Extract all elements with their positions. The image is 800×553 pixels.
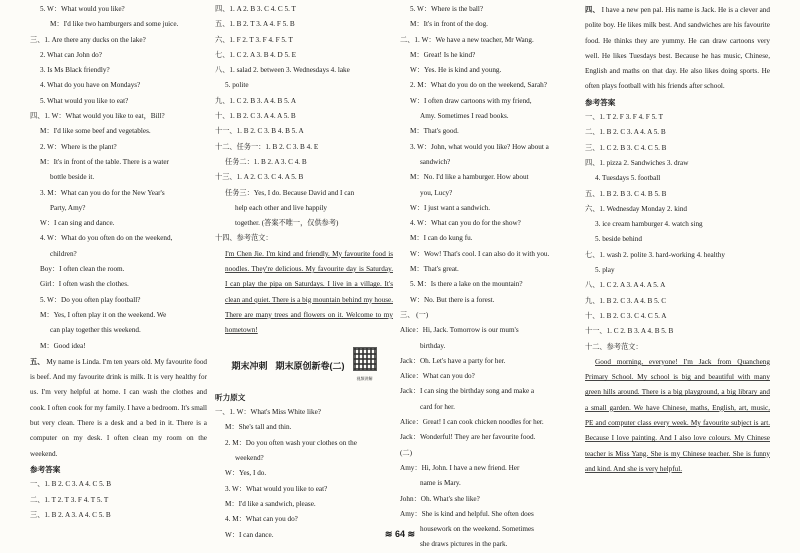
text-line: Alice：What can you do? — [400, 372, 475, 381]
paragraph — [30, 354, 207, 462]
page-number: 64 — [394, 529, 405, 539]
text-line: Amy：She is kind and helpful. She often does — [400, 509, 534, 518]
text-line: 3. ice cream hamburger 4. watch sing — [595, 220, 703, 229]
text-line: 3. M：What can you do for the New Year's — [40, 188, 165, 197]
text-line: 五、1. B 2. B 3. C 4. B 5. B — [585, 189, 667, 198]
text-line: W：No. But there is a forest. — [410, 295, 495, 304]
text-line: 四、1. A 2. B 3. C 4. C 5. T — [215, 5, 296, 13]
text-line: W：I can dance. — [225, 530, 274, 539]
essay: Good morning, everyone! I'm Jack from Quancheng Primary School. My school is big and beautiful with many green hills around. There is a big playground, a big library and a small garden. We have Chinese, maths, English, art, music, PE and computer class every week. My favourite subject is art. Because I love painting. And I also love colours. My Chinese teacher is Miss Yang. She is my Chinese teacher. She is funny and kind. And she is very helpful. — [585, 357, 770, 473]
text-line: 十二、任务一：1. B 2. C 3. B 4. E — [215, 142, 319, 151]
column-1 — [30, 2, 207, 523]
text-line: Party, Amy? — [50, 203, 86, 212]
text-line: 三、1. C 2. B 3. C 4. C 5. B — [585, 143, 667, 152]
exam-heading — [215, 347, 393, 386]
text-line: 任务二：1. B 2. A 3. C 4. B — [225, 157, 307, 166]
text-line: M：Yes, I often play it on the weekend. We — [40, 310, 167, 319]
text-line: 5. polite — [225, 81, 249, 90]
text-line: M：She's tall and thin. — [225, 423, 292, 432]
text-line: card for her. — [420, 402, 455, 411]
text-line: 四、1. W：What would you like to eat，Bill? — [30, 112, 165, 121]
text-line: (二) — [400, 448, 412, 457]
text-line: Girl：I often wash the clothes. — [40, 280, 129, 289]
text-line: 六、1. F 2. T 3. F 4. F 5. T — [215, 35, 293, 44]
text-line: help each other and live happily — [235, 203, 328, 212]
text-line: 十四、参考范文： — [215, 234, 273, 243]
text-line: 六、1. Wednesday Monday 2. kind — [585, 204, 688, 213]
text-line: 5. W：What would you like? — [40, 5, 125, 13]
text-line: M：That's good. — [410, 127, 459, 136]
exam-left-title: 期末冲刺 — [231, 360, 268, 371]
text-line: 二、1. B 2. C 3. A 4. A 5. B — [585, 128, 666, 137]
text-line: she draws pictures in the park. — [420, 540, 508, 549]
text-line: 七、1. wash 2. polite 3. hard-working 4. healthy — [585, 250, 725, 259]
listening-lines — [30, 2, 207, 354]
text-line: 4. W：What can you do for the show? — [410, 219, 521, 228]
text-line: can play together this weekend. — [50, 326, 141, 335]
section-number: 五、 — [30, 356, 45, 366]
text-line: 5. beside behind — [595, 235, 642, 244]
text-line: children? — [50, 249, 77, 258]
text-line: bottle beside it. — [50, 173, 95, 182]
text-line: 2. W：Where is the plant? — [40, 142, 117, 151]
text-line: 十二、参考范文： — [585, 342, 643, 351]
paragraph-text: I have a new pen pal. His name is Jack. He is a clever and polite boy. He likes milk best. And sandwiches are his favourite food. He thinks they are yummy. He can draw cartoons very well. He likes Tuesdays best. Because he has music, Chinese, English and maths on that day. He also likes doing sports. He often plays football with his friends after school. — [585, 6, 770, 91]
text-line: 5. What would you like to eat? — [40, 96, 129, 105]
answers-title: 参考答案 — [30, 464, 61, 474]
text-line: 四、1. pizza 2. Sandwiches 3. draw — [585, 158, 689, 167]
text-line: 2. M：Do you often wash your clothes on the — [225, 438, 357, 447]
text-line: Amy：Hi, John. I have a new friend. Her — [400, 463, 520, 472]
qr-code[interactable] — [353, 347, 377, 386]
text-line: 八、1. C 2. A 3. A 4. A 5. A — [585, 281, 666, 290]
qr-caption: 视频讲解 — [356, 375, 373, 381]
text-line: 4. W：What do you often do on the weekend, — [40, 234, 173, 243]
text-line: M：I can do kung fu. — [410, 234, 473, 243]
column-3 — [400, 2, 578, 549]
text-line: Jack：Oh. Let's have a party for her. — [400, 356, 506, 365]
text-line: W：I often draw cartoons with my friend, — [410, 96, 532, 105]
answer-line: 一、1. B 2. C 3. A 4. C 5. B — [30, 480, 112, 489]
qr-icon — [353, 347, 377, 371]
text-line: M：I'd like two hamburgers and some juice. — [50, 20, 179, 29]
text-line: 3. W：John, what would you like? How about a — [410, 142, 549, 151]
text-line: Alice：Hi, Jack. Tomorrow is our mum's — [400, 326, 519, 335]
text-line: 九、1. C 2. B 3. A 4. B 5. A — [215, 96, 297, 105]
text-line: 二、1. W：We have a new teacher, Mr Wang. — [400, 35, 534, 44]
paragraph — [585, 2, 770, 95]
text-line: 4. What do you have on Mondays? — [40, 81, 141, 90]
answer-line: 三、1. B 2. A 3. A 4. C 5. B — [30, 510, 111, 519]
column-4 — [585, 2, 770, 523]
text-line: 4. M：What can you do? — [225, 515, 298, 524]
text-line: birthday. — [420, 341, 446, 350]
essay: I'm Chen Jie. I'm kind and friendly. My favourite food is noodles. They're delicious. My favourite day is Saturday. I can play the pipa on Saturdays. I live in a village. It's clean and quiet. There is a big mountain behind my house. There are many trees and flowers on it. Welcome to my hometown! — [225, 249, 393, 335]
text-line: M：Good idea! — [40, 341, 86, 350]
text-line: sandwich? — [420, 157, 451, 166]
text-line: 5. play — [595, 266, 615, 275]
text-line: M：I'd like some beef and vegetables. — [40, 127, 151, 136]
answers-list — [30, 477, 207, 523]
text-line: 十、1. B 2. C 3. A 4. A 5. B — [215, 112, 296, 121]
text-line: W：I just want a sandwich. — [410, 203, 491, 212]
text-line: 十一、1. B 2. C 3. B 4. B 5. A — [215, 127, 304, 136]
text-line: M：It's in front of the table. There is a water — [40, 157, 169, 166]
text-line: 一、1. W：What's Miss White like? — [215, 408, 321, 417]
footer-decoration-left: ≋ — [384, 529, 393, 539]
text-line: W：Yes, I do. — [225, 469, 267, 478]
text-line: 七、1. C 2. A 3. B 4. D 5. E — [215, 50, 297, 59]
text-line: 5. W：Where is the ball? — [410, 5, 484, 13]
text-line: name is Mary. — [420, 479, 461, 488]
exam-right-title: 期末原创新卷(二) — [275, 360, 345, 371]
text-line: 2. M：What do you do on the weekend, Sarah? — [410, 81, 547, 90]
text-line: 3. Is Ms Black friendly? — [40, 66, 110, 75]
text-line: 任务三：Yes, I do. Because David and I can — [225, 188, 355, 197]
text-line: W：I can sing and dance. — [40, 219, 115, 228]
text-line: 一、1. T 2. F 3. F 4. F 5. T — [585, 113, 664, 122]
listening-lines — [215, 405, 393, 543]
text-line: M：No. I'd like a hamburger. How about — [410, 173, 529, 182]
text-line: 九、1. B 2. C 3. A 4. B 5. C — [585, 296, 667, 305]
answer-line: 二、1. T 2. T 3. F 4. T 5. T — [30, 495, 109, 504]
column-2 — [215, 2, 393, 539]
text-line: Boy：I often clean the room. — [40, 265, 125, 274]
text-line: M：Great! Is he kind? — [410, 50, 476, 59]
text-line: M：I'd like a sandwich, please. — [225, 499, 316, 508]
page-footer — [0, 529, 800, 540]
text-line: 2. What can John do? — [40, 50, 102, 59]
text-line: W：Yes. He is kind and young. — [410, 66, 502, 75]
listening-title: 听力原文 — [215, 392, 246, 402]
text-line: Amy. Sometimes I read books. — [420, 112, 509, 121]
text-line: 5. M：Is there a lake on the mountain? — [410, 280, 523, 289]
text-line: 十、1. B 2. C 3. C 4. C 5. A — [585, 311, 667, 320]
footer-decoration-right: ≋ — [407, 529, 416, 539]
text-line: Jack：I can sing the birthday song and make a — [400, 387, 535, 396]
text-line: housework on the weekend. Sometimes — [420, 525, 534, 534]
text-line: W：Wow! That's cool. I can also do it with you. — [410, 249, 550, 258]
text-line: 5. W：Do you often play football? — [40, 295, 141, 304]
text-line: 十三、1. A 2. C 3. C 4. A 5. B — [215, 173, 304, 182]
text-line: Jack：Wonderful! They are her favourite food. — [400, 433, 536, 442]
text-line: 五、1. B 2. T 3. A 4. F 5. B — [215, 20, 295, 29]
text-line: together. (答案不唯一，仅供参考) — [235, 219, 339, 228]
paragraph-text: My name is Linda. I'm ten years old. My favourite food is beef. And my favourite drink is milk. It is very healthy for us. I'm very helpful at home. I can wash the clothes and cook. I often cook for my family. I have a bedroom. It's small but very clean. There is a desk and a bed in it. There is a computer on my desk. I often clean my room on the weekend. — [30, 357, 208, 458]
text-line: you, Lucy? — [420, 188, 453, 197]
text-line: 十一、1. C 2. B 3. A 4. B 5. B — [585, 327, 674, 336]
listening-lines — [400, 2, 578, 553]
answers-title: 参考答案 — [585, 97, 616, 107]
section-number: 四、 — [585, 5, 600, 14]
text-line: 三、 (一) — [400, 310, 429, 319]
text-line: 3. W：What would you like to eat? — [225, 484, 328, 493]
text-line: 三、1. Are there any ducks on the lake? — [30, 35, 146, 44]
text-line: weekend? — [235, 454, 264, 463]
text-line: 4. Tuesdays 5. football — [595, 174, 661, 183]
text-line: 八、1. salad 2. between 3. Wednesdays 4. lake — [215, 66, 350, 75]
answers-list — [585, 110, 770, 355]
text-line: Alice：Great! I can cook chicken noodles for her. — [400, 418, 544, 427]
text-line: M：It's in front of the dog. — [410, 20, 488, 29]
text-line: M：That's great. — [410, 265, 459, 274]
text-line: John：Oh. What's she like? — [400, 494, 480, 503]
answer-lines — [215, 2, 393, 247]
